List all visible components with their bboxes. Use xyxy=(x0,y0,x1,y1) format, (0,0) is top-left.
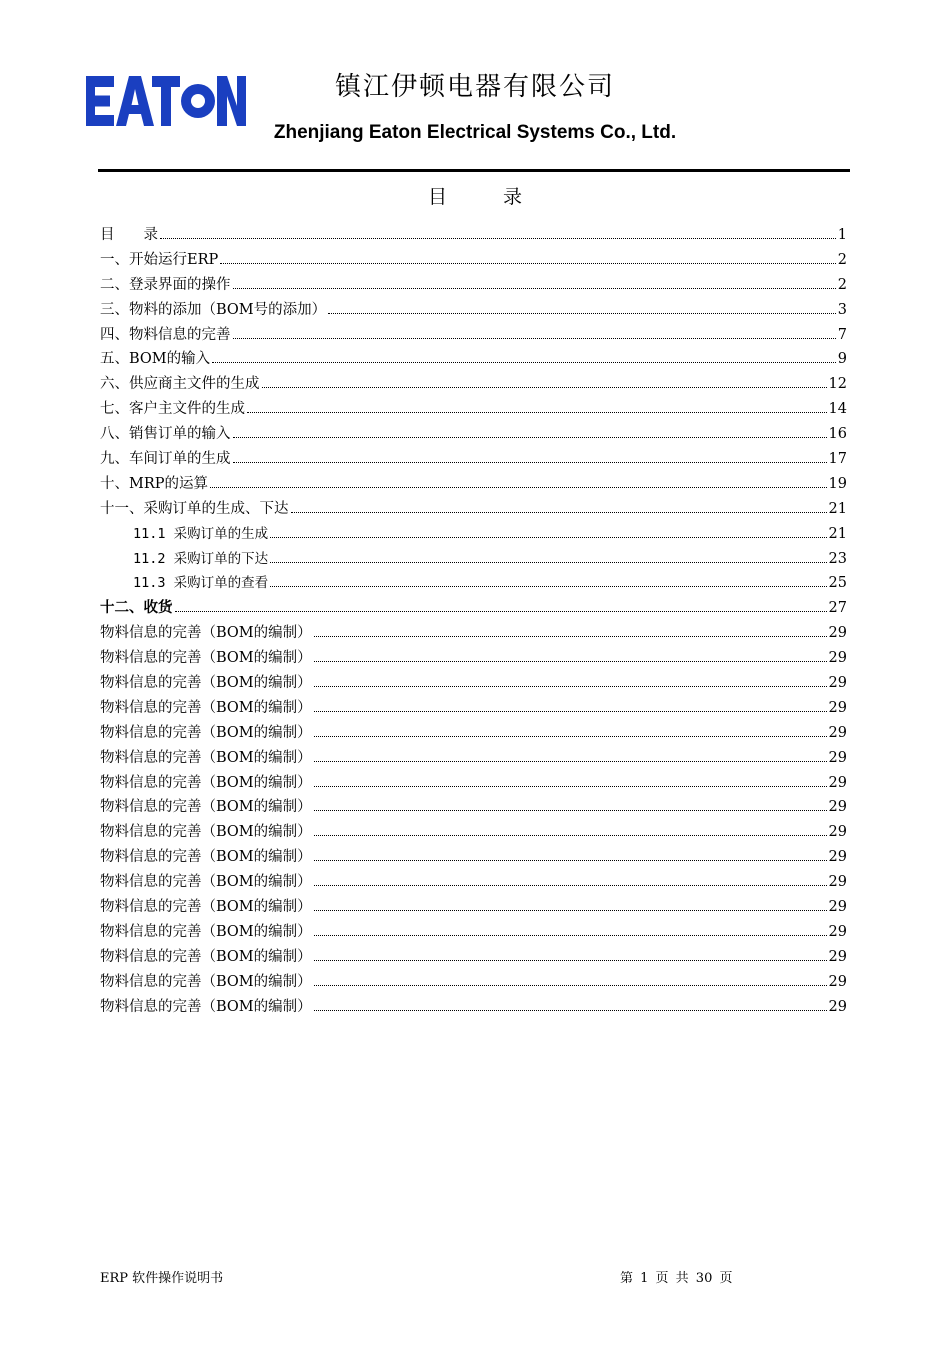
toc-entry-page-number: 29 xyxy=(828,824,847,841)
toc-entry[interactable] xyxy=(100,821,847,846)
toc-entry-label: 一、开始运行ERP xyxy=(100,251,219,268)
toc-heading: 目 录 xyxy=(427,186,523,208)
toc-entry[interactable] xyxy=(100,448,847,473)
toc-entry[interactable] xyxy=(100,523,847,548)
toc-leader-dots xyxy=(233,461,827,463)
toc-entry-page-number: 23 xyxy=(828,550,847,567)
toc-entry[interactable] xyxy=(100,548,847,573)
toc-leader-dots xyxy=(270,585,826,587)
toc-entry-label: 七、客户主文件的生成 xyxy=(100,401,245,418)
toc-entry[interactable] xyxy=(100,224,847,249)
toc-entry-label: 物料信息的完善（BOM的编制） xyxy=(100,849,312,866)
toc-entry-page-number: 29 xyxy=(828,650,847,667)
toc-entry-label: 八、销售订单的输入 xyxy=(100,426,231,443)
toc-entry[interactable] xyxy=(100,971,847,996)
toc-entry-label: 十一、采购订单的生成、下达 xyxy=(100,500,289,517)
toc-leader-dots xyxy=(314,635,827,637)
toc-leader-dots xyxy=(314,984,827,986)
toc-leader-dots xyxy=(314,735,827,737)
toc-entry-page-number: 29 xyxy=(828,874,847,891)
toc-entry[interactable] xyxy=(100,796,847,821)
toc-entry[interactable] xyxy=(100,473,847,498)
toc-entry-page-number: 14 xyxy=(828,401,847,418)
toc-leader-dots xyxy=(314,809,827,811)
toc-entry-page-number: 29 xyxy=(828,625,847,642)
toc-entry-label: 11.1 采购订单的生成 xyxy=(133,525,269,542)
toc-entry-page-number: 1 xyxy=(837,227,847,243)
toc-leader-dots xyxy=(233,287,836,289)
toc-entry[interactable] xyxy=(100,672,847,697)
toc-entry-page-number: 29 xyxy=(828,724,847,741)
toc-entry-page-number: 25 xyxy=(828,575,847,592)
toc-entry[interactable] xyxy=(100,348,847,373)
toc-entry-label: 物料信息的完善（BOM的编制） xyxy=(100,650,312,667)
toc-entry-label: 物料信息的完善（BOM的编制） xyxy=(100,973,312,990)
toc-entry-page-number: 2 xyxy=(837,251,847,268)
toc-entry-label: 物料信息的完善（BOM的编制） xyxy=(100,699,312,716)
toc-entry[interactable] xyxy=(100,722,847,747)
toc-entry[interactable] xyxy=(100,498,847,523)
toc-entry-label: 二、登录界面的操作 xyxy=(100,276,231,293)
toc-entry[interactable] xyxy=(100,697,847,722)
toc-entry-page-number: 29 xyxy=(828,749,847,766)
toc-entry-label: 十二、收货 xyxy=(100,599,173,617)
toc-leader-dots xyxy=(210,486,827,488)
footer-page-info: 第 1 页 共 30 页 xyxy=(620,1271,733,1286)
toc-entry-label: 十、MRP的运算 xyxy=(100,475,209,492)
toc-entry-page-number: 21 xyxy=(828,500,847,517)
toc-entry-page-number: 2 xyxy=(837,276,847,293)
company-name-english: Zhenjiang Eaton Electrical Systems Co., Ltd. xyxy=(273,122,677,143)
toc-entry-label: 物料信息的完善（BOM的编制） xyxy=(100,998,312,1015)
toc-leader-dots xyxy=(314,834,827,836)
toc-entry-label: 物料信息的完善（BOM的编制） xyxy=(100,923,312,940)
toc-entry-page-number: 29 xyxy=(828,948,847,965)
toc-entry-page-number: 29 xyxy=(828,675,847,692)
toc-entry[interactable] xyxy=(100,398,847,423)
toc-leader-dots xyxy=(314,710,827,712)
toc-leader-dots xyxy=(314,760,827,762)
toc-entry-page-number: 29 xyxy=(828,699,847,716)
toc-entry-label: 六、供应商主文件的生成 xyxy=(100,376,260,393)
toc-leader-dots xyxy=(233,337,836,339)
toc-entry-label: 五、BOM的输入 xyxy=(100,351,211,368)
toc-entry-label: 物料信息的完善（BOM的编制） xyxy=(100,774,312,791)
toc-entry-page-number: 27 xyxy=(828,600,847,617)
toc-entry[interactable] xyxy=(100,996,847,1021)
toc-entry-label: 11.2 采购订单的下达 xyxy=(133,550,269,567)
toc-entry-page-number: 29 xyxy=(828,899,847,916)
toc-leader-dots xyxy=(314,685,827,687)
toc-entry-label: 物料信息的完善（BOM的编制） xyxy=(100,899,312,916)
toc-entry[interactable] xyxy=(100,324,847,349)
toc-entry-page-number: 16 xyxy=(828,426,847,443)
toc-leader-dots xyxy=(314,785,827,787)
toc-entry[interactable] xyxy=(100,921,847,946)
toc-entry[interactable] xyxy=(100,622,847,647)
toc-entry-label: 物料信息的完善（BOM的编制） xyxy=(100,824,312,841)
toc-leader-dots xyxy=(314,959,827,961)
toc-entry[interactable] xyxy=(100,423,847,448)
toc-entry-page-number: 29 xyxy=(828,849,847,866)
toc-leader-dots xyxy=(175,610,827,612)
toc-entry-page-number: 7 xyxy=(837,326,847,343)
toc-entry-label: 物料信息的完善（BOM的编制） xyxy=(100,749,312,766)
toc-leader-dots xyxy=(314,884,827,886)
toc-entry-page-number: 29 xyxy=(828,774,847,791)
toc-leader-dots xyxy=(233,436,827,438)
toc-leader-dots xyxy=(314,909,827,911)
company-name-chinese: 镇江伊顿电器有限公司 xyxy=(334,72,615,102)
toc-leader-dots xyxy=(314,934,827,936)
toc-leader-dots xyxy=(291,511,827,513)
toc-entry-page-number: 29 xyxy=(828,973,847,990)
toc-leader-dots xyxy=(314,859,827,861)
toc-entry-label: 物料信息的完善（BOM的编制） xyxy=(100,948,312,965)
toc-entry-page-number: 17 xyxy=(828,451,847,468)
toc-entry-label: 11.3 采购订单的查看 xyxy=(133,575,269,592)
toc-entry-page-number: 3 xyxy=(837,301,847,318)
toc-leader-dots xyxy=(270,561,826,563)
toc-entry-page-number: 9 xyxy=(837,351,847,368)
toc-entry[interactable] xyxy=(100,946,847,971)
toc-entry-label: 物料信息的完善（BOM的编制） xyxy=(100,724,312,741)
toc-entry-page-number: 29 xyxy=(828,923,847,940)
toc-entry-label: 九、车间订单的生成 xyxy=(100,451,231,468)
toc-entry-page-number: 29 xyxy=(828,799,847,816)
toc-leader-dots xyxy=(262,386,827,388)
toc-entry-page-number: 19 xyxy=(828,475,847,492)
toc-leader-dots xyxy=(314,1009,827,1011)
toc-entry-label: 物料信息的完善（BOM的编制） xyxy=(100,799,312,816)
toc-entry-label: 四、物料信息的完善 xyxy=(100,326,231,343)
toc-entry-label: 物料信息的完善（BOM的编制） xyxy=(100,874,312,891)
toc-leader-dots xyxy=(314,660,827,662)
footer-document-title: ERP 软件操作说明书 xyxy=(100,1271,224,1286)
toc-entry[interactable] xyxy=(100,597,847,622)
toc-leader-dots xyxy=(247,411,827,413)
toc-entry[interactable] xyxy=(100,772,847,797)
eaton-logo xyxy=(86,76,246,126)
toc-entry[interactable] xyxy=(100,747,847,772)
toc-entry-label: 目 录 xyxy=(100,227,158,243)
header-divider xyxy=(98,169,850,172)
toc-entry[interactable] xyxy=(100,896,847,921)
toc-entry-label: 三、物料的添加（BOM号的添加） xyxy=(100,301,327,318)
toc-entry[interactable] xyxy=(100,249,847,274)
toc-leader-dots xyxy=(270,536,826,538)
toc-entry-label: 物料信息的完善（BOM的编制） xyxy=(100,625,312,642)
toc-entry[interactable] xyxy=(100,299,847,324)
toc-leader-dots xyxy=(160,237,836,239)
toc-leader-dots xyxy=(212,361,836,363)
toc-entry[interactable] xyxy=(100,572,847,597)
toc-entry-page-number: 12 xyxy=(828,376,847,393)
toc-entry-label: 物料信息的完善（BOM的编制） xyxy=(100,675,312,692)
toc-entry-page-number: 29 xyxy=(828,998,847,1015)
toc-entry[interactable] xyxy=(100,274,847,299)
toc-entry[interactable] xyxy=(100,373,847,398)
toc-entry-page-number: 21 xyxy=(828,525,847,542)
toc-entry[interactable] xyxy=(100,846,847,871)
toc-entry[interactable] xyxy=(100,871,847,896)
table-of-contents xyxy=(100,224,847,1021)
toc-leader-dots xyxy=(328,312,836,314)
toc-leader-dots xyxy=(220,262,836,264)
toc-entry[interactable] xyxy=(100,647,847,672)
